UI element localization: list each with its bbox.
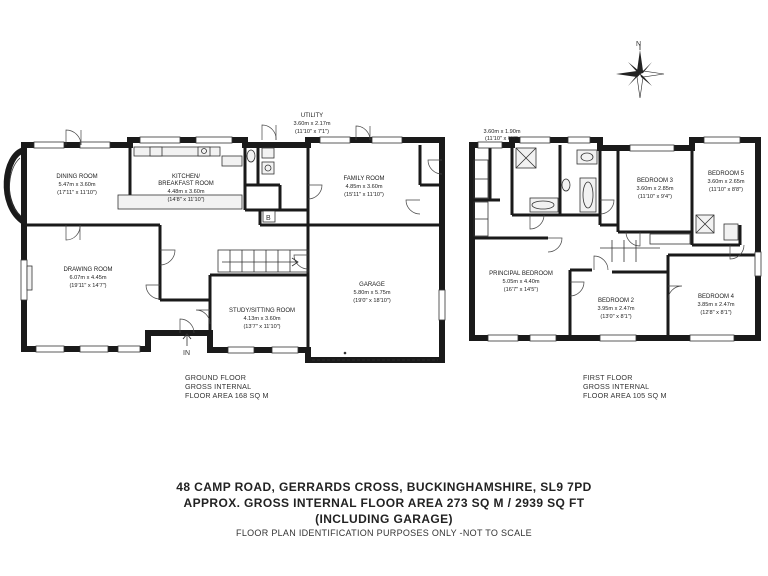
first-floor-label-line2: GROSS INTERNAL xyxy=(583,382,650,391)
study-size-m: 4.13m x 3.60m xyxy=(243,316,281,322)
dining-room-size-m: 5.47m x 3.60m xyxy=(58,182,96,188)
ground-floor-stairs xyxy=(218,250,308,272)
family-room-size-m: 4.85m x 3.60m xyxy=(345,184,383,190)
dining-room-name: DINING ROOM xyxy=(56,174,98,180)
bedroom-5-size-ft: (11'10" x 8'8") xyxy=(709,187,743,193)
fireplace-icon xyxy=(27,266,32,290)
bedroom-2-name: BEDROOM 2 xyxy=(597,298,635,304)
first-floor-label-line1: FIRST FLOOR xyxy=(583,373,633,382)
bedroom-2-size-m: 3.95m x 2.47m xyxy=(597,306,635,312)
bathroom-size-ft: (11'10" x 6'3") xyxy=(485,136,519,142)
garage-name: GARAGE xyxy=(359,282,385,288)
bedroom-4-size-ft: (12'8" x 8'1") xyxy=(700,310,732,316)
bedroom-5-size-m: 3.60m x 2.65m xyxy=(707,179,745,185)
bedroom-3-size-m: 3.60m x 2.85m xyxy=(636,186,674,192)
study-size-ft: (13'7" x 11'10") xyxy=(243,324,281,330)
drawing-room-name: DRAWING ROOM xyxy=(63,267,113,273)
bathroom-size-m: 3.60m x 1.90m xyxy=(483,129,521,135)
ground-floor-area-label xyxy=(185,373,269,400)
first-floor-area-label xyxy=(583,373,667,400)
first-floor-label-line3: FLOOR AREA 105 SQ M xyxy=(583,391,667,400)
bedroom-4-name: BEDROOM 4 xyxy=(697,294,735,300)
garage-size-ft: (19'0" x 18'10") xyxy=(353,298,391,304)
kitchen-size-m: 4.48m x 3.60m xyxy=(167,189,205,195)
family-room-size-ft: (15'11" x 11'10") xyxy=(344,192,384,198)
boiler-marker: B xyxy=(266,215,271,222)
principal-bedroom-name: PRINCIPAL BEDROOM xyxy=(489,271,553,277)
drawing-room-size-m: 6.07m x 4.45m xyxy=(69,275,107,281)
ground-floor-plan xyxy=(7,125,445,360)
study-name: STUDY/SITTING ROOM xyxy=(229,308,295,314)
utility-size-m: 3.60m x 2.17m xyxy=(293,121,331,127)
ground-floor-windows xyxy=(21,137,445,353)
utility-name: UTILITY xyxy=(300,113,324,119)
bedroom-2-size-ft: (13'0" x 8'1") xyxy=(600,314,632,320)
entrance-label: IN xyxy=(183,350,190,357)
principal-bedroom-size-ft: (16'7" x 14'5") xyxy=(503,287,539,293)
property-address-title: 48 CAMP ROAD, GERRARDS CROSS, BUCKINGHAMSHIRE, SL9 7PD xyxy=(176,480,592,494)
ground-floor-label-line2: GROSS INTERNAL xyxy=(185,382,252,391)
family-room-name: FAMILY ROOM xyxy=(343,176,385,182)
compass-rose-icon xyxy=(616,44,664,98)
principal-bedroom-size-m: 5.05m x 4.40m xyxy=(502,279,540,285)
disclaimer-text: FLOOR PLAN IDENTIFICATION PURPOSES ONLY -NOT TO SCALE xyxy=(236,528,532,538)
bedroom-3-name: BEDROOM 3 xyxy=(636,178,674,184)
first-floor-bathroom-fixtures xyxy=(516,148,738,240)
dining-room-size-ft: (17'11" x 11'10") xyxy=(57,190,97,196)
kitchen-name-line1: KITCHEN/ xyxy=(171,174,201,180)
ground-floor-label-line1: GROUND FLOOR xyxy=(185,373,247,382)
garage-size-m: 5.80m x 5.75m xyxy=(353,290,391,296)
cloakroom-fixtures xyxy=(245,145,280,210)
utility-size-ft: (11'10" x 7'1") xyxy=(295,129,329,135)
bedroom-4-size-m: 3.85m x 2.47m xyxy=(697,302,735,308)
gross-area-title: APPROX. GROSS INTERNAL FLOOR AREA 273 SQ M / 2939 SQ FT xyxy=(183,496,585,510)
drawing-room-size-ft: (19'11" x 14'7") xyxy=(69,283,107,289)
bedroom-3-size-ft: (11'10" x 9'4") xyxy=(638,194,672,200)
ground-floor-label-line3: FLOOR AREA 168 SQ M xyxy=(185,391,269,400)
first-floor-stairs xyxy=(600,240,660,262)
compass-north-label: N xyxy=(636,41,642,48)
bedroom-5-name: BEDROOM 5 xyxy=(707,171,745,177)
kitchen-name-line2: BREAKFAST ROOM xyxy=(158,181,214,187)
including-garage-note: (INCLUDING GARAGE) xyxy=(315,512,453,526)
kitchen-size-ft: (14'8" x 11'10") xyxy=(167,197,205,203)
